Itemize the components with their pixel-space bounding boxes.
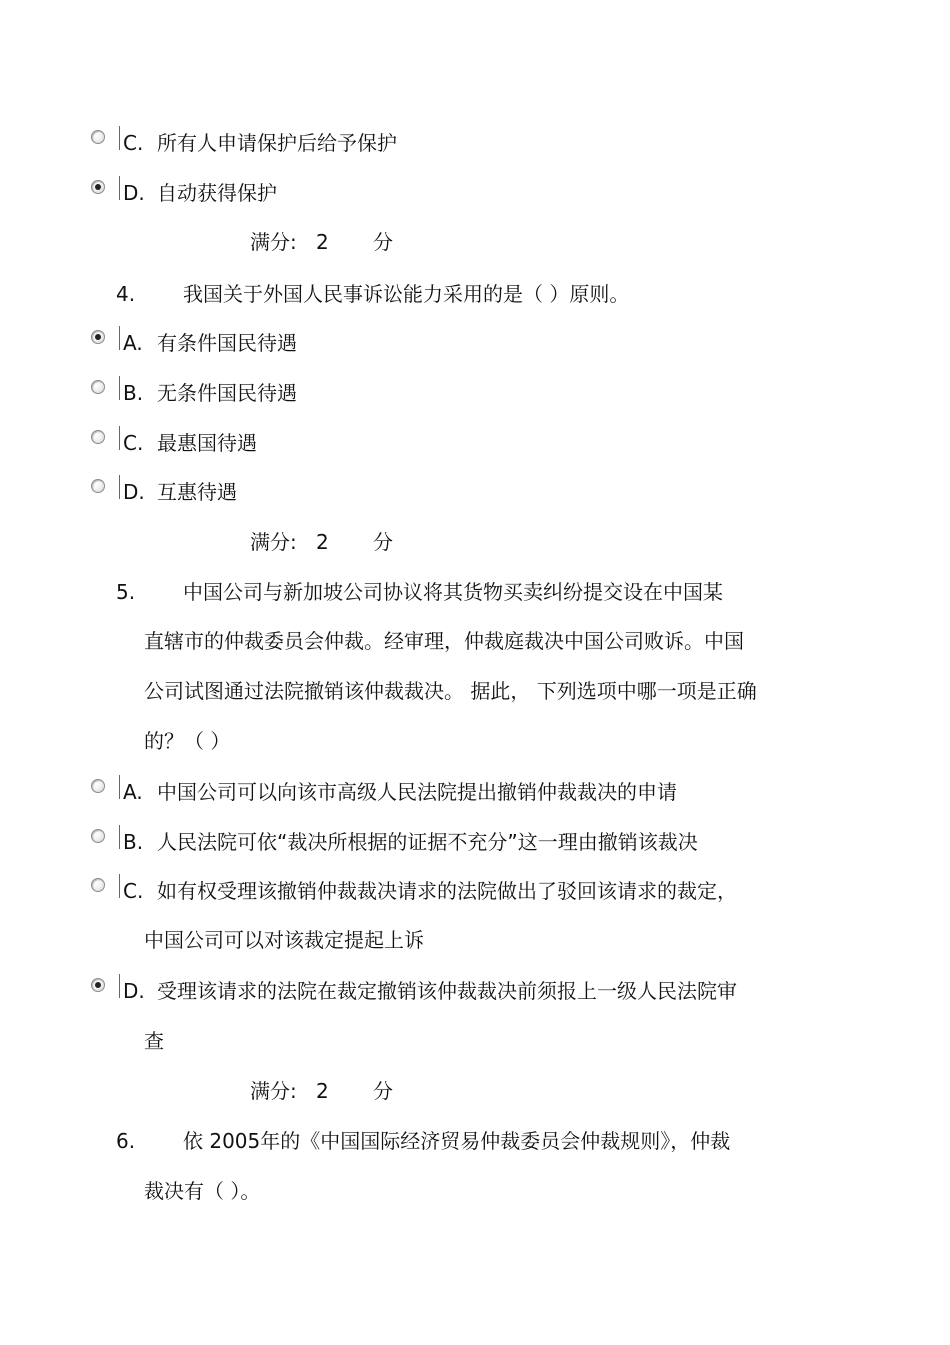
radio-button[interactable]: [91, 779, 105, 793]
radio-button[interactable]: [91, 479, 105, 493]
option-text: 无条件国民待遇: [157, 381, 297, 405]
score-unit: 分: [373, 230, 393, 254]
radio-button[interactable]: [91, 878, 105, 892]
question-number: 5.: [116, 580, 136, 604]
radio-button[interactable]: [91, 380, 105, 394]
option-letter: B.: [123, 381, 144, 405]
option-text: 所有人申请保护后给予保护: [157, 131, 397, 155]
cursor-bar: [119, 825, 120, 849]
option-text-continuation: 查: [144, 1029, 164, 1053]
option-text: 有条件国民待遇: [157, 331, 297, 355]
score-label: 满分:: [250, 1079, 297, 1103]
option-text: 人民法院可依“裁决所根据的证据不充分”这一理由撤销该裁决: [157, 830, 698, 854]
cursor-bar: [119, 176, 120, 200]
option-letter: B.: [123, 830, 144, 854]
question-number: 4.: [116, 282, 136, 306]
option-text-continuation: 中国公司可以对该裁定提起上诉: [144, 928, 424, 952]
option-letter: C.: [123, 131, 144, 155]
cursor-bar: [119, 126, 120, 150]
radio-button[interactable]: [91, 130, 105, 144]
question-stem-line: 裁决有（ ）。: [144, 1179, 261, 1203]
option-text: 受理该请求的法院在裁定撤销该仲裁裁决前须报上一级人民法院审: [157, 979, 737, 1003]
score-value: 2: [316, 1079, 329, 1103]
cursor-bar: [119, 426, 120, 450]
question-stem: 我国关于外国人民事诉讼能力采用的是（ ）原则。: [183, 282, 630, 306]
option-letter: D.: [123, 979, 145, 1003]
cursor-bar: [119, 376, 120, 400]
score-label: 满分:: [250, 230, 297, 254]
option-text: 中国公司可以向该市高级人民法院提出撤销仲裁裁决的申请: [157, 780, 677, 804]
question-stem-line: 中国公司与新加坡公司协议将其货物买卖纠纷提交设在中国某: [183, 580, 723, 604]
option-text: 自动获得保护: [157, 181, 277, 205]
question-stem-line: 的？（ ）: [144, 729, 231, 753]
question-stem-line: 公司试图通过法院撤销该仲裁裁决。 据此， 下列选项中哪一项是正确: [144, 679, 757, 703]
cursor-bar: [119, 874, 120, 898]
question-number: 6.: [116, 1129, 136, 1153]
cursor-bar: [119, 775, 120, 799]
radio-button[interactable]: [91, 829, 105, 843]
question-stem-line: 依 2005年的《中国国际经济贸易仲裁委员会仲裁规则》，仲裁: [183, 1129, 731, 1153]
cursor-bar: [119, 974, 120, 998]
score-unit: 分: [373, 530, 393, 554]
radio-button[interactable]: [91, 180, 105, 194]
option-letter: D.: [123, 480, 145, 504]
cursor-bar: [119, 326, 120, 350]
cursor-bar: [119, 475, 120, 499]
option-text: 如有权受理该撤销仲裁裁决请求的法院做出了驳回该请求的裁定，: [157, 879, 737, 903]
option-letter: C.: [123, 431, 144, 455]
option-letter: D.: [123, 181, 145, 205]
score-value: 2: [316, 230, 329, 254]
option-text: 最惠国待遇: [157, 431, 257, 455]
radio-button[interactable]: [91, 330, 105, 344]
radio-button[interactable]: [91, 430, 105, 444]
score-unit: 分: [373, 1079, 393, 1103]
radio-button[interactable]: [91, 978, 105, 992]
option-text: 互惠待遇: [157, 480, 237, 504]
option-letter: C.: [123, 879, 144, 903]
score-label: 满分:: [250, 530, 297, 554]
question-stem-line: 直辖市的仲裁委员会仲裁。经审理，仲裁庭裁决中国公司败诉。中国: [144, 629, 744, 653]
score-value: 2: [316, 530, 329, 554]
option-letter: A.: [123, 331, 143, 355]
option-letter: A.: [123, 780, 143, 804]
